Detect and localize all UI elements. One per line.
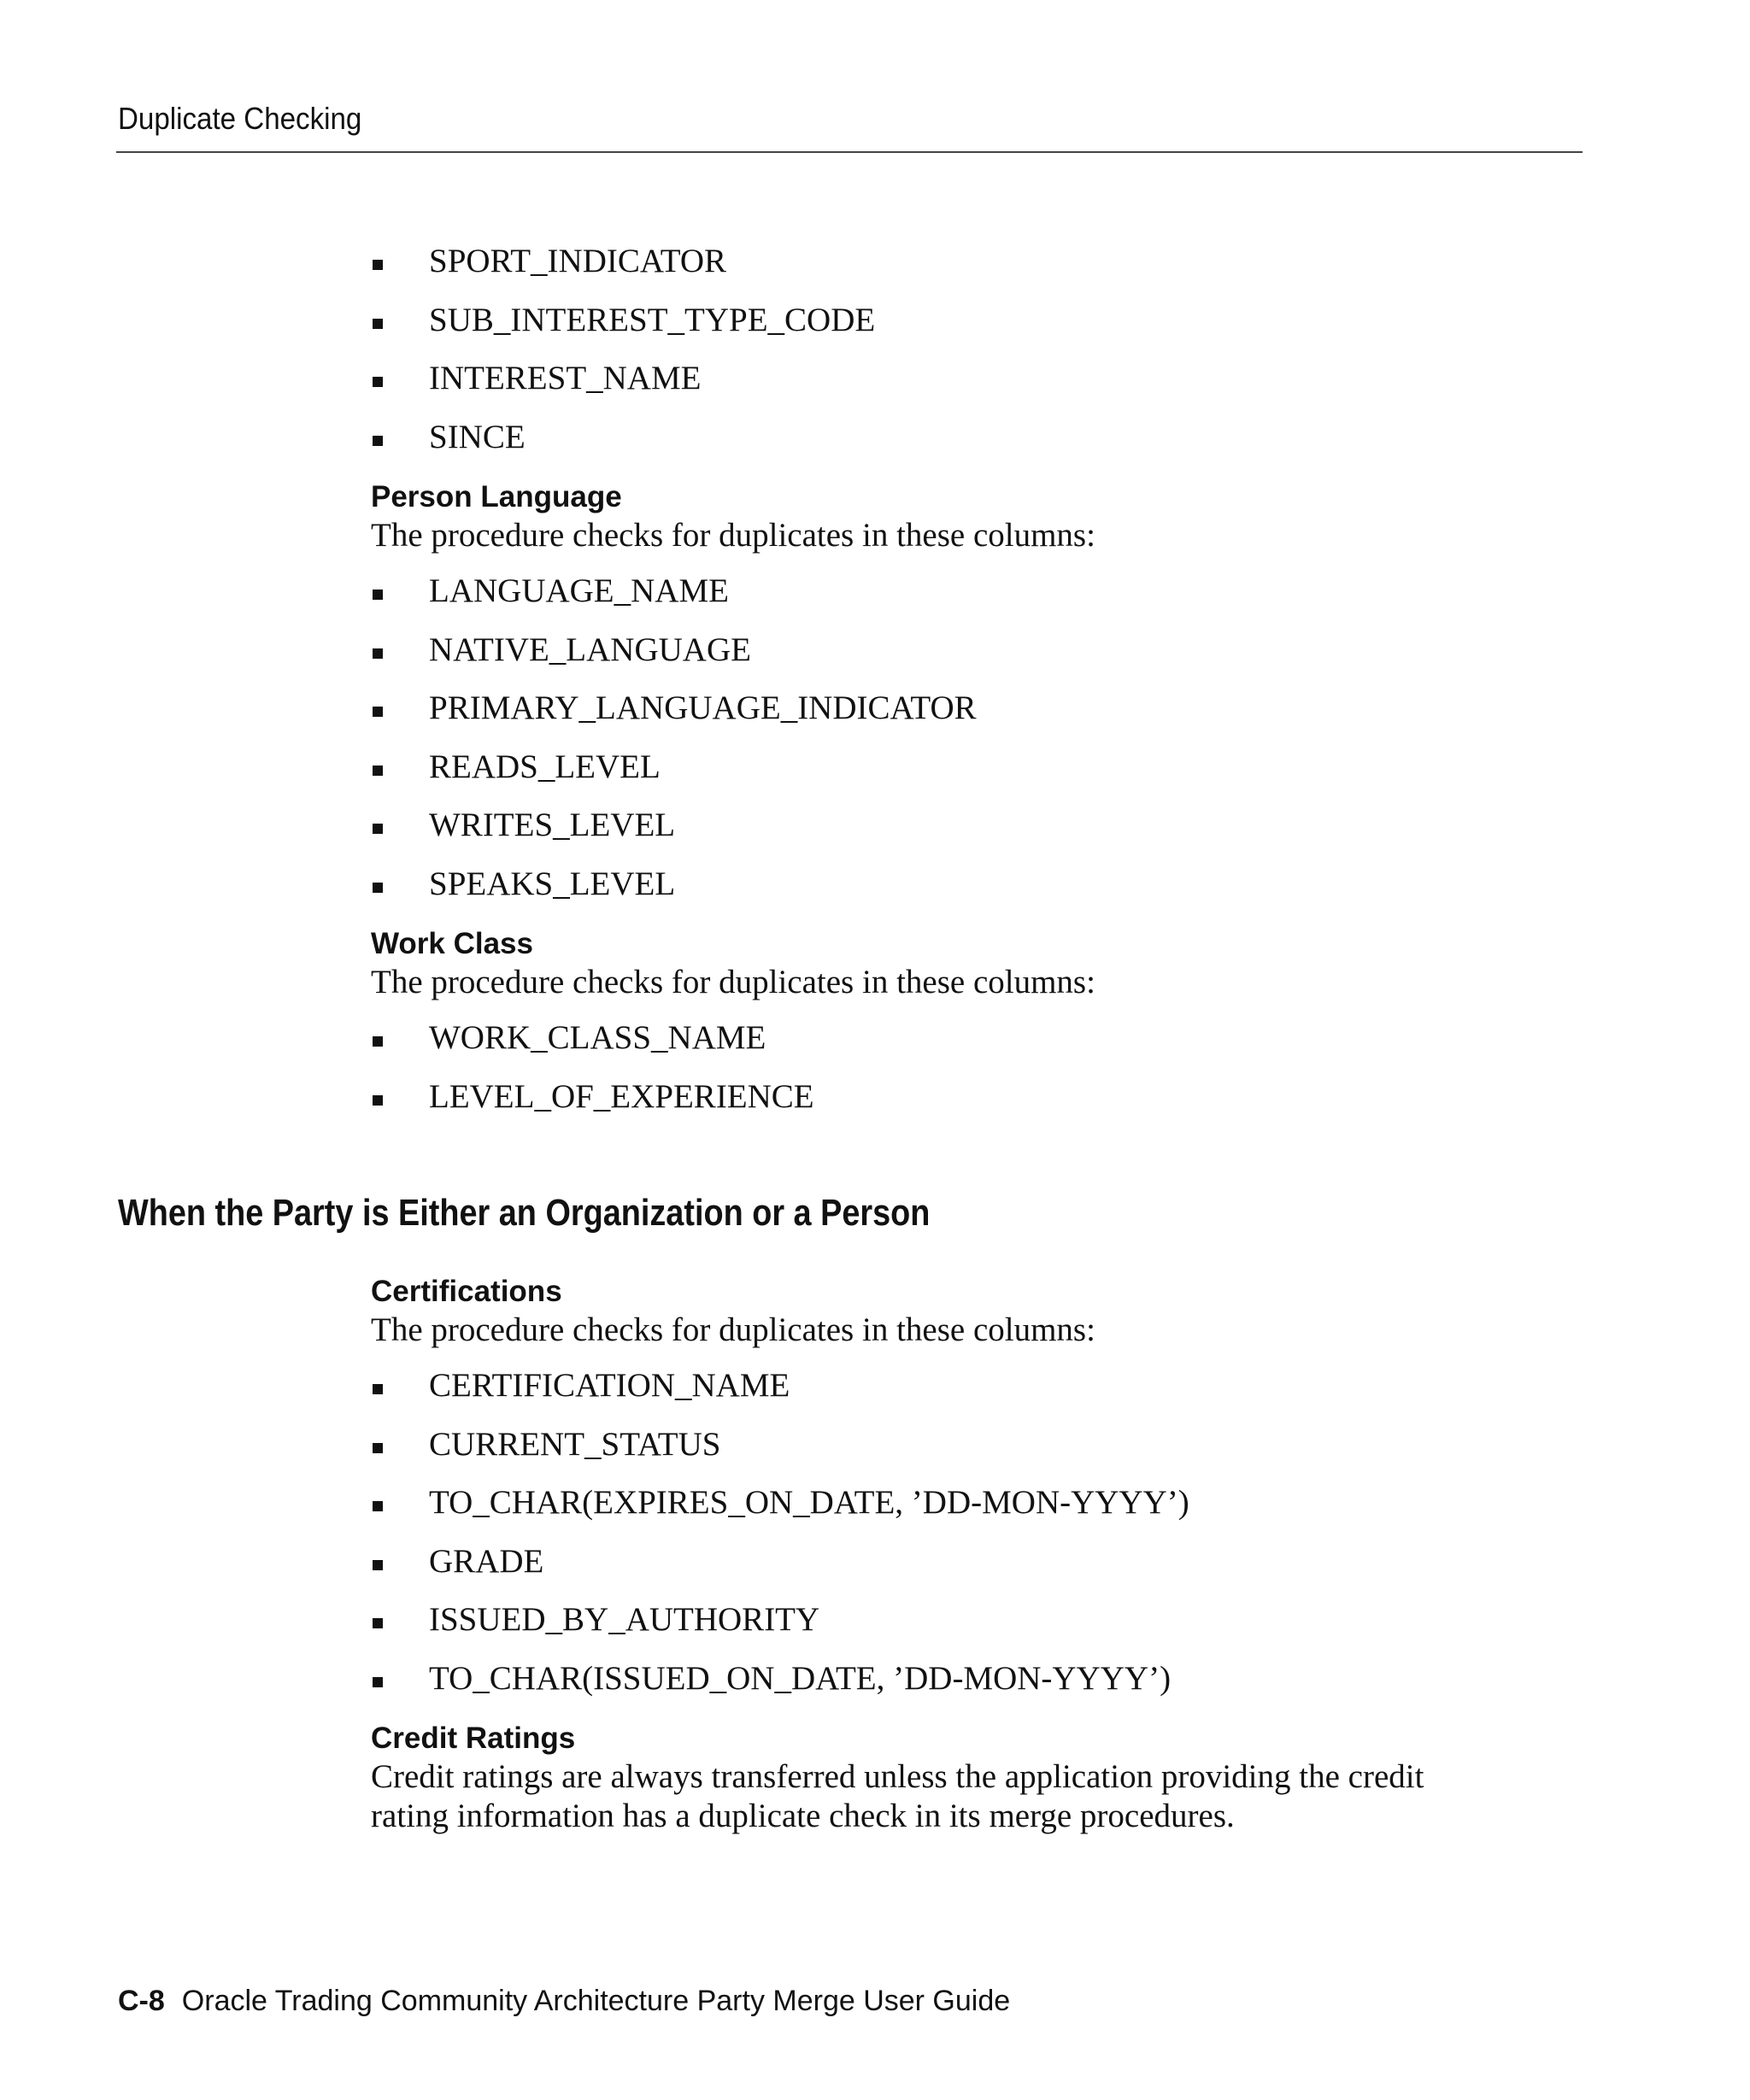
column-name: SPORT_INDICATOR xyxy=(429,243,726,279)
page-footer xyxy=(118,1982,1010,2020)
square-bullet-icon xyxy=(373,1501,383,1511)
square-bullet-icon xyxy=(373,1095,383,1106)
square-bullet-icon xyxy=(373,1677,383,1687)
person-language-heading: Person Language xyxy=(371,480,622,513)
column-name: READS_LEVEL xyxy=(429,748,661,785)
column-name: SINCE xyxy=(429,418,526,455)
work-class-columns-list xyxy=(371,1014,1584,1131)
column-name: TO_CHAR(ISSUED_ON_DATE, ’DD-MON-YYYY’) xyxy=(429,1659,1172,1697)
column-name: WORK_CLASS_NAME xyxy=(429,1019,766,1056)
main-content xyxy=(371,238,1584,1131)
square-bullet-icon xyxy=(373,883,383,893)
square-bullet-icon xyxy=(373,436,383,446)
square-bullet-icon xyxy=(373,377,383,387)
person-language-columns-list xyxy=(371,567,1584,918)
certifications-heading: Certifications xyxy=(371,1275,562,1308)
list-item xyxy=(371,567,1584,626)
square-bullet-icon xyxy=(373,648,383,659)
list-item xyxy=(371,743,1584,802)
square-bullet-icon xyxy=(373,1036,383,1047)
section-heading: When the Party is Either an Organization or a Person xyxy=(118,1192,931,1234)
column-name: ISSUED_BY_AUTHORITY xyxy=(429,1601,820,1638)
list-item xyxy=(371,1014,1584,1073)
square-bullet-icon xyxy=(373,707,383,717)
lower-content xyxy=(371,1273,1584,1836)
column-name: GRADE xyxy=(429,1542,544,1580)
work-class-block xyxy=(371,925,1584,1131)
list-item xyxy=(371,1655,1584,1714)
credit-ratings-text-line-1: Credit ratings are always transferred unless the application providing the credit xyxy=(371,1758,1424,1795)
column-name: CERTIFICATION_NAME xyxy=(429,1367,790,1404)
square-bullet-icon xyxy=(373,260,383,270)
list-item xyxy=(371,1596,1584,1655)
column-name: CURRENT_STATUS xyxy=(429,1425,721,1463)
list-item xyxy=(371,1538,1584,1597)
column-name: LANGUAGE_NAME xyxy=(429,572,729,609)
square-bullet-icon xyxy=(373,319,383,329)
certifications-block xyxy=(371,1273,1584,1713)
header-divider xyxy=(116,151,1583,153)
list-item xyxy=(371,355,1584,414)
column-name: INTEREST_NAME xyxy=(429,360,702,396)
list-item xyxy=(371,801,1584,860)
column-name: PRIMARY_LANGUAGE_INDICATOR xyxy=(429,689,977,726)
credit-ratings-heading: Credit Ratings xyxy=(371,1722,576,1755)
square-bullet-icon xyxy=(373,1443,383,1453)
column-name: NATIVE_LANGUAGE xyxy=(429,631,751,668)
running-header: Duplicate Checking xyxy=(118,101,362,136)
square-bullet-icon xyxy=(373,1618,383,1628)
list-item xyxy=(371,684,1584,743)
page-number: C-8 xyxy=(118,1985,165,2017)
credit-ratings-text-line-2: rating information has a duplicate check in its merge procedures. xyxy=(371,1798,1235,1834)
list-item xyxy=(371,860,1584,919)
column-name: WRITES_LEVEL xyxy=(429,807,676,843)
column-name: SPEAKS_LEVEL xyxy=(429,865,676,902)
list-item xyxy=(371,238,1584,296)
work-class-intro: The procedure checks for duplicates in these columns: xyxy=(371,964,1095,1000)
person-language-intro: The procedure checks for duplicates in these columns: xyxy=(371,517,1095,554)
column-name: TO_CHAR(EXPIRES_ON_DATE, ’DD-MON-YYYY’) xyxy=(429,1484,1189,1521)
square-bullet-icon xyxy=(373,1384,383,1394)
credit-ratings-block xyxy=(371,1720,1584,1836)
square-bullet-icon xyxy=(373,824,383,834)
interest-columns-list xyxy=(371,238,1584,472)
list-item xyxy=(371,626,1584,685)
list-item xyxy=(371,1362,1584,1421)
list-item xyxy=(371,296,1584,355)
certifications-columns-list xyxy=(371,1362,1584,1713)
list-item xyxy=(371,1421,1584,1480)
book-title: Oracle Trading Community Architecture Party Merge User Guide xyxy=(181,1985,1011,2017)
list-item xyxy=(371,1073,1584,1132)
list-item xyxy=(371,1479,1584,1538)
column-name: SUB_INTEREST_TYPE_CODE xyxy=(429,301,876,338)
person-language-block xyxy=(371,478,1584,918)
square-bullet-icon xyxy=(373,1560,383,1570)
column-name: LEVEL_OF_EXPERIENCE xyxy=(429,1077,814,1115)
list-item xyxy=(371,414,1584,472)
square-bullet-icon xyxy=(373,766,383,776)
certifications-intro: The procedure checks for duplicates in these columns: xyxy=(371,1311,1095,1348)
work-class-heading: Work Class xyxy=(371,927,533,960)
square-bullet-icon xyxy=(373,590,383,600)
